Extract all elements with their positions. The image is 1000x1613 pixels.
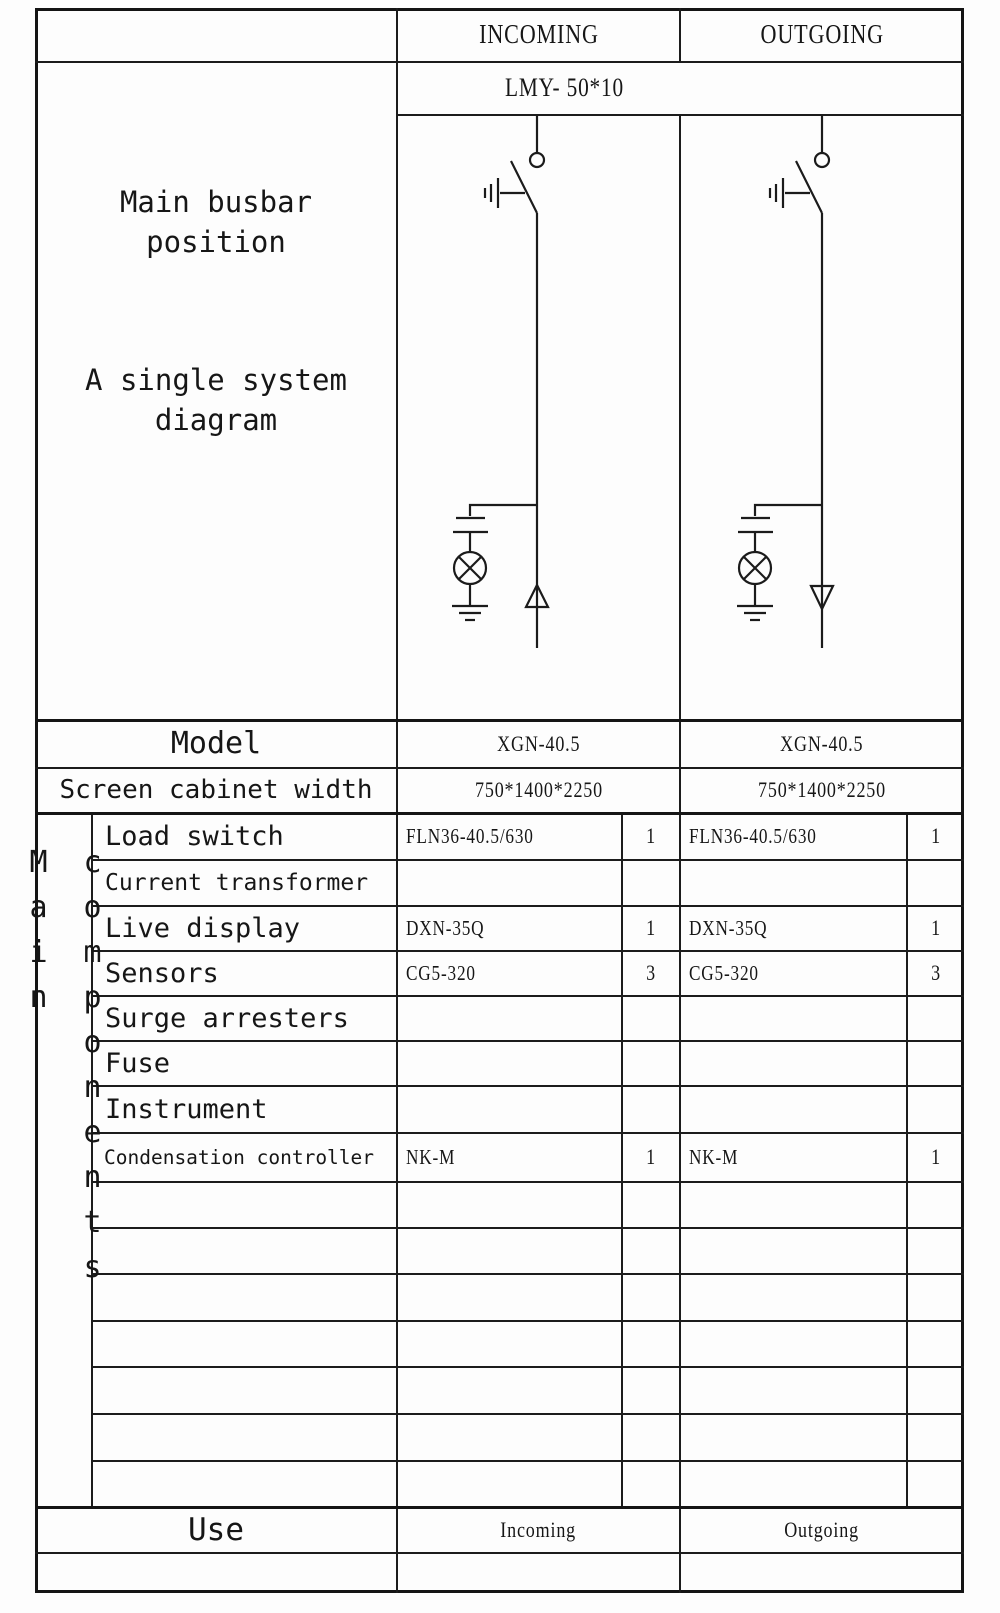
busbar-label: LMY- 50*10 (505, 73, 624, 102)
component-value: FLN36-40.5/630 (406, 823, 534, 848)
row-line (92, 1273, 964, 1275)
busbar-label-cell (397, 62, 706, 114)
qty-value: 1 (930, 915, 941, 940)
component-value: CG5-320 (689, 960, 759, 985)
component-qty (907, 813, 964, 859)
component-cell (397, 813, 630, 859)
column-header-incoming (397, 8, 680, 61)
cabinet-row-label: Screen cabinet width (59, 775, 373, 805)
main-busbar-position-label (35, 182, 397, 262)
component-row-label: Sensors (105, 957, 219, 989)
line-use-bottom (35, 1552, 964, 1554)
component-cell (397, 1133, 630, 1181)
main-components-vertical-label (21, 845, 110, 1493)
component-row-label: Live display (105, 912, 301, 944)
row-line (92, 1181, 964, 1183)
use-incoming-value: Incoming (500, 1516, 577, 1542)
model-outgoing-value: XGN-40.5 (780, 730, 864, 756)
main-busbar-line2: position (146, 225, 286, 259)
model-incoming-cell (397, 720, 680, 767)
component-qty (622, 813, 679, 859)
outgoing-lamp-branch (755, 505, 822, 516)
qty-value: 1 (645, 1144, 656, 1169)
incoming-earthing-switch-icon (485, 178, 525, 208)
component-qty (907, 951, 964, 995)
single-system-line1: A single system (85, 363, 347, 397)
component-qty (907, 906, 964, 950)
component-row-label: Fuse (105, 1047, 171, 1079)
cabinet-incoming-cell (397, 768, 680, 812)
incoming-terminal-circle (530, 153, 544, 167)
model-row-label: Model (170, 726, 262, 761)
outgoing-terminal-circle (815, 153, 829, 167)
use-outgoing-value: Outgoing (784, 1516, 860, 1542)
model-outgoing-cell (680, 720, 964, 767)
qty-value: 1 (645, 915, 656, 940)
qty-value: 3 (930, 960, 941, 985)
qty-value: 3 (645, 960, 656, 985)
component-qty (907, 1133, 964, 1181)
component-cell (397, 951, 630, 995)
component-value: CG5-320 (406, 960, 476, 985)
incoming-circuit (452, 115, 548, 648)
qty-value: 1 (930, 823, 941, 848)
column-header-outgoing (680, 8, 964, 61)
row-line (92, 1460, 964, 1462)
cabinet-outgoing-value: 750*1400*2250 (758, 777, 886, 802)
incoming-lamp-branch (470, 505, 537, 516)
component-qty (622, 906, 679, 950)
component-row-label: Current transformer (105, 869, 369, 896)
component-value: DXN-35Q (406, 915, 485, 940)
outgoing-capacitive-indicator-icon (738, 518, 773, 552)
use-incoming-cell (397, 1507, 680, 1552)
component-row-label: Load switch (105, 820, 284, 852)
qty-value: 1 (930, 1144, 941, 1169)
component-cell (680, 813, 915, 859)
outgoing-ground-icon (737, 584, 773, 620)
main-busbar-line1: Main busbar (119, 185, 313, 219)
outgoing-header-text: OUTGOING (760, 19, 884, 49)
component-value: FLN36-40.5/630 (689, 823, 817, 848)
incoming-ground-icon (452, 584, 488, 620)
incoming-header-text: INCOMING (478, 19, 599, 49)
incoming-lamp-icon (454, 552, 486, 584)
outgoing-switch-blade (796, 161, 822, 213)
row-line (92, 1227, 964, 1229)
component-value: NK-M (406, 1144, 456, 1169)
main-components-text: Main components (21, 845, 110, 1295)
single-system-line2: diagram (154, 403, 278, 437)
component-qty (622, 1133, 679, 1181)
component-value: NK-M (689, 1144, 739, 1169)
single-system-diagram-label (35, 360, 397, 440)
component-qty (622, 951, 679, 995)
outgoing-circuit (737, 115, 833, 648)
single-line-diagram (397, 115, 964, 720)
qty-value: 1 (645, 823, 656, 848)
row-line (92, 1320, 964, 1322)
outgoing-earthing-switch-icon (770, 178, 810, 208)
use-row-label: Use (188, 1511, 244, 1548)
component-row-label: Instrument (105, 1093, 268, 1125)
cabinet-incoming-value: 750*1400*2250 (474, 777, 603, 802)
row-line (92, 1413, 964, 1415)
incoming-capacitive-indicator-icon (453, 518, 488, 552)
component-cell (680, 1133, 915, 1181)
incoming-switch-blade (511, 161, 537, 213)
component-cell (397, 906, 630, 950)
cabinet-outgoing-cell (680, 768, 964, 812)
use-outgoing-cell (680, 1507, 964, 1552)
outgoing-lamp-icon (739, 552, 771, 584)
component-row-label: Surge arresters (105, 1002, 349, 1034)
component-row-label: Condensation controller (104, 1145, 375, 1169)
component-cell (680, 906, 915, 950)
component-cell (680, 951, 915, 995)
row-line (92, 1366, 964, 1368)
model-incoming-value: XGN-40.5 (496, 730, 581, 756)
component-value: DXN-35Q (689, 915, 768, 940)
